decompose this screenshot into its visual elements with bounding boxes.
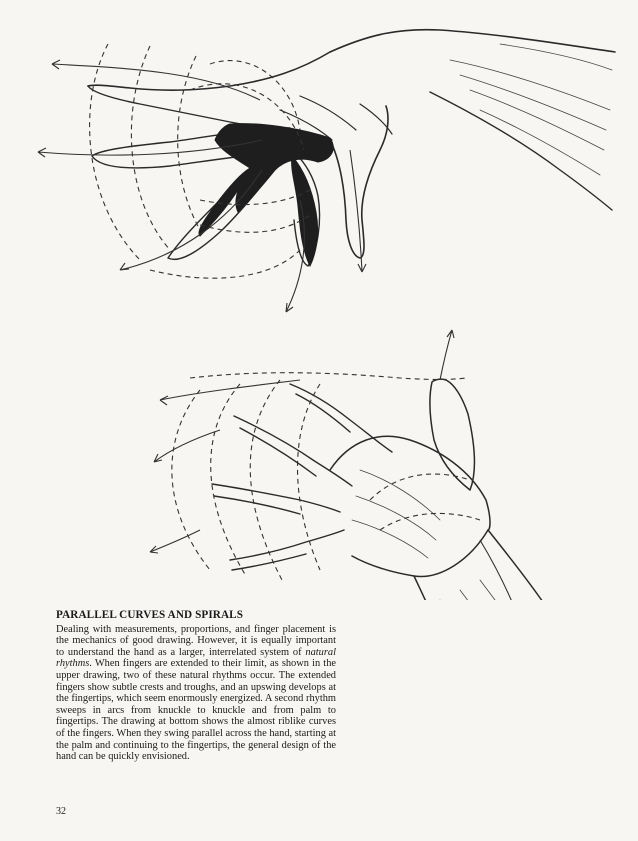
body-italic-phrase: natural rhythms (56, 646, 336, 670)
lower-rib-arc-6 (380, 513, 480, 530)
upper-forearm-hatching (450, 44, 612, 175)
upper-palm-shadow (215, 124, 333, 212)
upper-thumb (330, 106, 388, 258)
lower-rib-arc-1 (172, 390, 210, 570)
lower-rib-arc-7 (190, 373, 466, 380)
lower-rib-arc-5 (370, 474, 470, 500)
upper-forearm-top-contour (330, 30, 615, 52)
upper-rhythm-arc-6 (150, 250, 300, 278)
lower-forearm-hatching (440, 580, 570, 600)
lower-palm-outline (330, 436, 490, 576)
section-heading: PARALLEL CURVES AND SPIRALS (56, 609, 244, 621)
body-text-end: . When fingers are extended to their limit, as shown in the upper drawing, two of these natural rhythms occur. The extended fingers show subtle crests and troughs, and an upswing develops at the fingertips, which seem enormously energized. A second rhythm sweeps in arcs from knuckle to knuckle and from palm to fingertips. The drawing at bottom shows the almost riblike curves of the fingers. When they swing parallel across the hand, starting at the palm and continuing to the fingertips, the general design of the hand can be quickly envisioned. (56, 658, 336, 763)
upper-index-finger (88, 86, 290, 128)
lower-flow-arrow-1 (160, 380, 300, 405)
lower-ring-finger (212, 484, 340, 514)
page-number: 32 (56, 806, 66, 817)
lower-flow-arrow-3 (150, 530, 200, 553)
lower-forearm-left (414, 576, 466, 600)
upper-rhythm-arc-4 (210, 61, 300, 130)
lower-flow-arrow-2 (154, 430, 220, 462)
body-paragraph (56, 624, 336, 763)
upper-flow-arrow-1 (52, 60, 260, 100)
lower-little-finger (230, 530, 344, 570)
lower-rib-arc-4 (298, 384, 321, 570)
upper-rhythm-arc-3 (178, 56, 200, 230)
lower-thumb (430, 379, 475, 490)
lower-flow-arrow-4 (440, 330, 454, 380)
body-text-start: Dealing with measurements, proportions, and finger placement is the mechanics of good drawing. However, it is equally important to understand the hand as a larger, interrelated system of (56, 623, 336, 658)
lower-rib-arc-2 (211, 384, 246, 576)
caption-block (56, 610, 336, 763)
lower-index-finger (290, 384, 392, 452)
lower-middle-finger (234, 416, 352, 486)
upper-finger-shadow (292, 156, 318, 266)
lower-forearm-right (488, 530, 602, 600)
upper-rhythm-arc-2 (131, 46, 170, 250)
lower-hand-illustration (150, 330, 602, 600)
upper-forearm-bottom-contour (430, 92, 612, 210)
lower-flow-arrow-5 (480, 540, 543, 600)
